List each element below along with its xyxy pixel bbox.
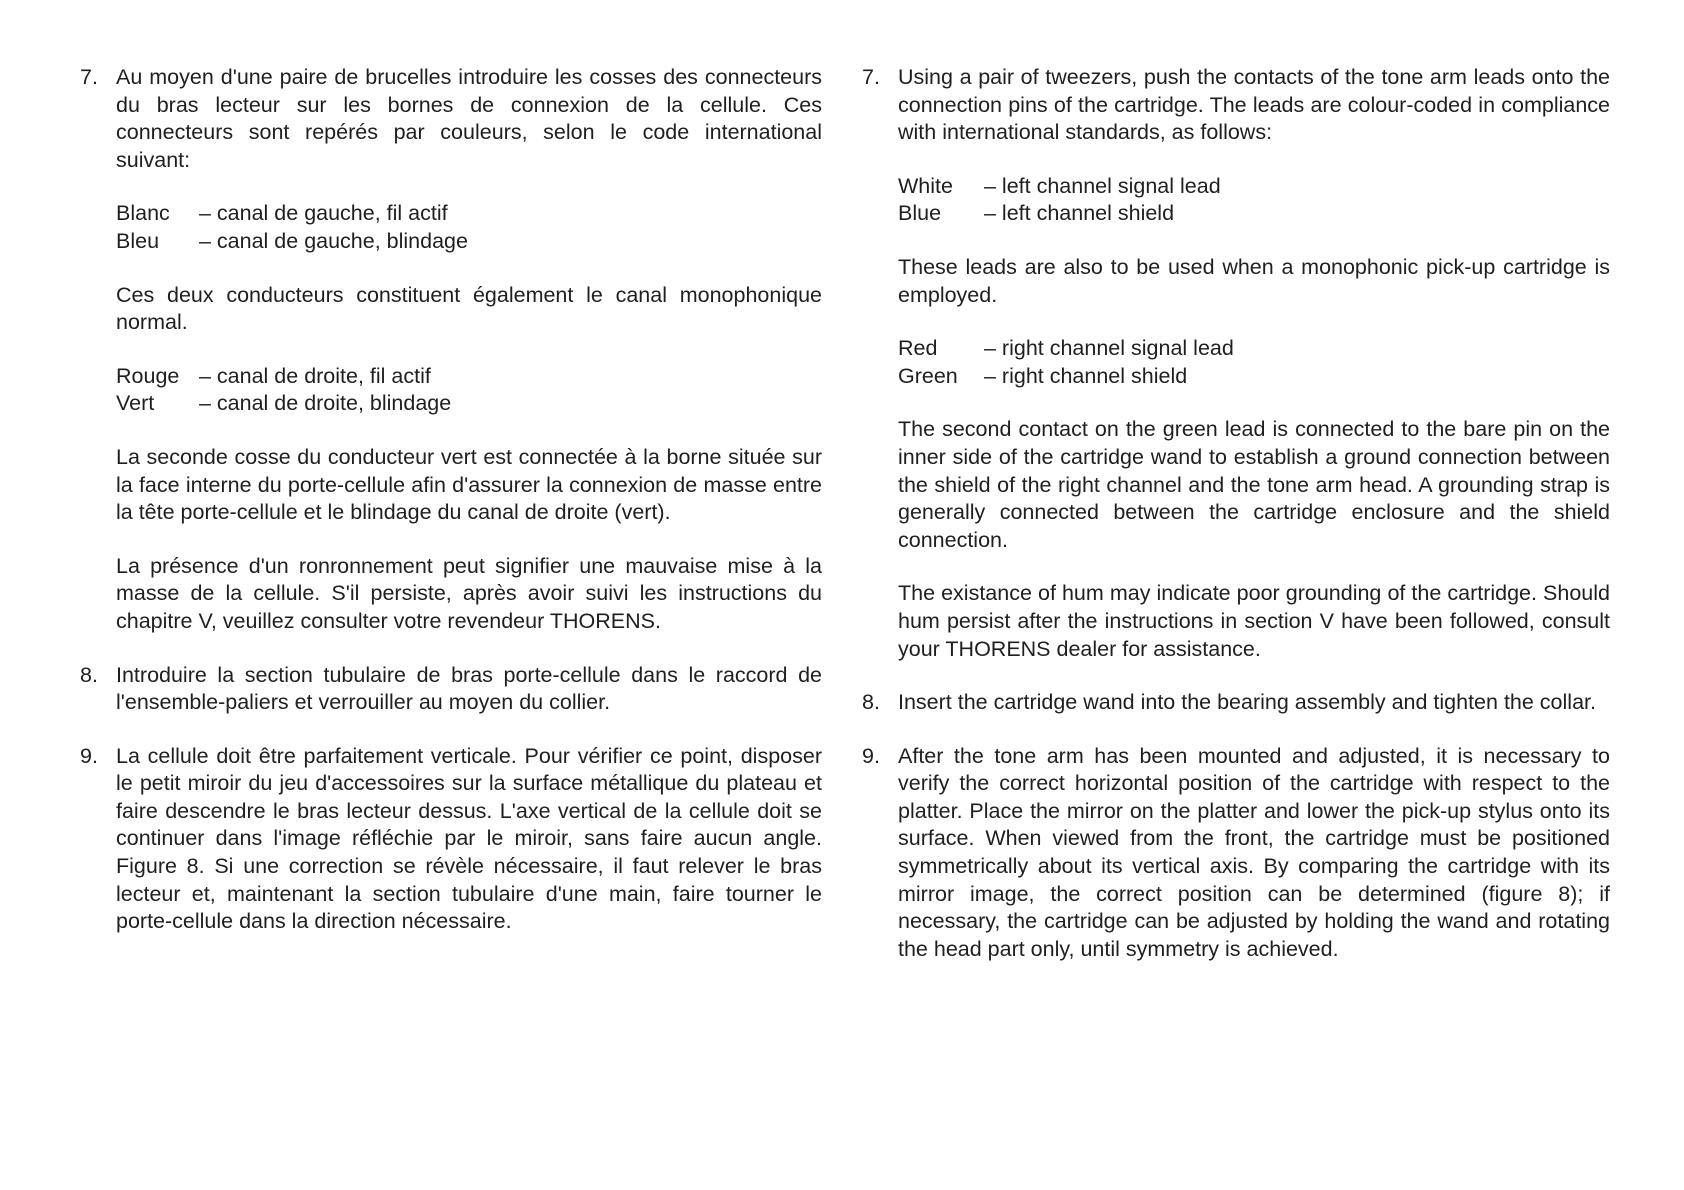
code-desc: – canal de gauche, fil actif: [199, 201, 448, 226]
fr-ground-note: La seconde cosse du conducteur vert est connectée à la borne située sur la face interne du porte-cellule afin d'assurer la connexion de masse entre la tête porte-cellule et le blindage du canal de droite (vert).: [116, 444, 822, 525]
code-row: [898, 173, 1610, 201]
code-color: White: [898, 173, 953, 198]
code-row: [116, 363, 822, 391]
item-number: 9.: [80, 743, 98, 768]
fr-item-7: [80, 64, 822, 636]
code-row: [116, 390, 822, 418]
code-desc: – left channel shield: [984, 201, 1175, 226]
fr-item-8: [80, 662, 822, 717]
en-7-intro: Using a pair of tweezers, push the contacts of the tone arm leads onto the connection pins of the cartridge. The leads are colour-coded in compliance with international standards, as follows:: [898, 65, 1610, 145]
fr-hum-note: La présence d'un ronronnement peut signifier une mauvaise mise à la masse de la cellule. S'il persiste, après avoir suivi les instructions du chapitre V, veuillez consulter votre revendeur THORENS.: [116, 553, 822, 633]
en-color-codes-right: [898, 335, 1610, 390]
item-number: 9.: [862, 743, 880, 768]
fr-item-9: [80, 743, 822, 936]
en-ground-note: The second contact on the green lead is connected to the bare pin on the inner side of the cartridge wand to establish a ground connection between the shield of the right channel and the tone arm head. A grounding strap is generally connected between the cartridge enclosure and the shield connection.: [898, 417, 1610, 552]
code-desc: – canal de gauche, blindage: [199, 228, 468, 253]
fr-mono-note: Ces deux conducteurs constituent également le canal monophonique normal.: [116, 282, 822, 335]
code-row: [116, 228, 822, 256]
en-8-text: Insert the cartridge wand into the bearing assembly and tighten the collar.: [898, 690, 1596, 715]
fr-color-codes-left: [116, 200, 822, 255]
code-color: Vert: [116, 391, 155, 416]
en-color-codes-left: [898, 173, 1610, 228]
en-item-8: [862, 689, 1610, 717]
code-desc: – canal de droite, fil actif: [199, 363, 431, 388]
code-desc: – canal de droite, blindage: [199, 391, 452, 416]
item-number: 8.: [80, 662, 98, 687]
en-item-7: [862, 64, 1610, 663]
fr-9-text: La cellule doit être parfaitement verticale. Pour vérifier ce point, disposer le petit miroir du jeu d'accessoires sur la surface métallique du plateau et faire descendre le bras lecteur dessus. L'axe vertical de la cellule doit se continuer dans l'image réfléchie par le miroir, sans faire aucun angle. Figure 8. Si une correction se révèle nécessaire, il faut relever le bras lecteur et, maintenant la section tubulaire d'une main, faire tourner le porte-cellule dans la direction nécessaire.: [116, 743, 822, 934]
code-desc: – right channel shield: [984, 363, 1188, 388]
code-row: [898, 335, 1610, 363]
fr-8-text: Introduire la section tubulaire de bras porte-cellule dans le raccord de l'ensemble-paliers et verrouiller au moyen du collier.: [116, 662, 822, 715]
en-9-text: After the tone arm has been mounted and adjusted, it is necessary to verify the correct horizontal position of the cartridge with respect to the platter. Place the mirror on the platter and lower the pick-up stylus onto its surface. When viewed from the front, the cartridge must be positioned symmetrically about its vertical axis. By comparing the cartridge with its mirror image, the correct position can be determined (figure 8); if necessary, the cartridge can be adjusted by holding the wand and rotating the head part only, until symmetry is achieved.: [898, 743, 1610, 961]
en-mono-note: These leads are also to be used when a monophonic pick-up cartridge is employed.: [898, 254, 1610, 307]
item-number: 8.: [862, 690, 880, 715]
item-number: 7.: [80, 65, 98, 89]
code-color: Blanc: [116, 201, 170, 226]
code-color: Blue: [898, 201, 942, 226]
french-column: [80, 64, 822, 962]
fr-7-intro: Au moyen d'une paire de brucelles introduire les cosses des connecteurs du bras lecteur sur les bornes de connexion de la cellule. Ces connecteurs sont repérés par couleurs, selon le code international suivant:: [116, 65, 822, 172]
code-color: Rouge: [116, 363, 180, 388]
fr-color-codes-right: [116, 363, 822, 418]
en-item-9: [862, 743, 1610, 964]
english-column: [862, 64, 1610, 989]
code-row: [116, 200, 822, 228]
code-row: [898, 200, 1610, 228]
en-hum-note: The existance of hum may indicate poor grounding of the cartridge. Should hum persist after the instructions in section V have been followed, consult your THORENS dealer for assistance.: [898, 581, 1610, 661]
code-desc: – right channel signal lead: [984, 336, 1234, 361]
code-desc: – left channel signal lead: [984, 173, 1221, 198]
code-color: Red: [898, 336, 938, 361]
item-number: 7.: [862, 65, 880, 89]
code-color: Bleu: [116, 228, 160, 253]
code-row: [898, 363, 1610, 391]
code-color: Green: [898, 363, 958, 388]
